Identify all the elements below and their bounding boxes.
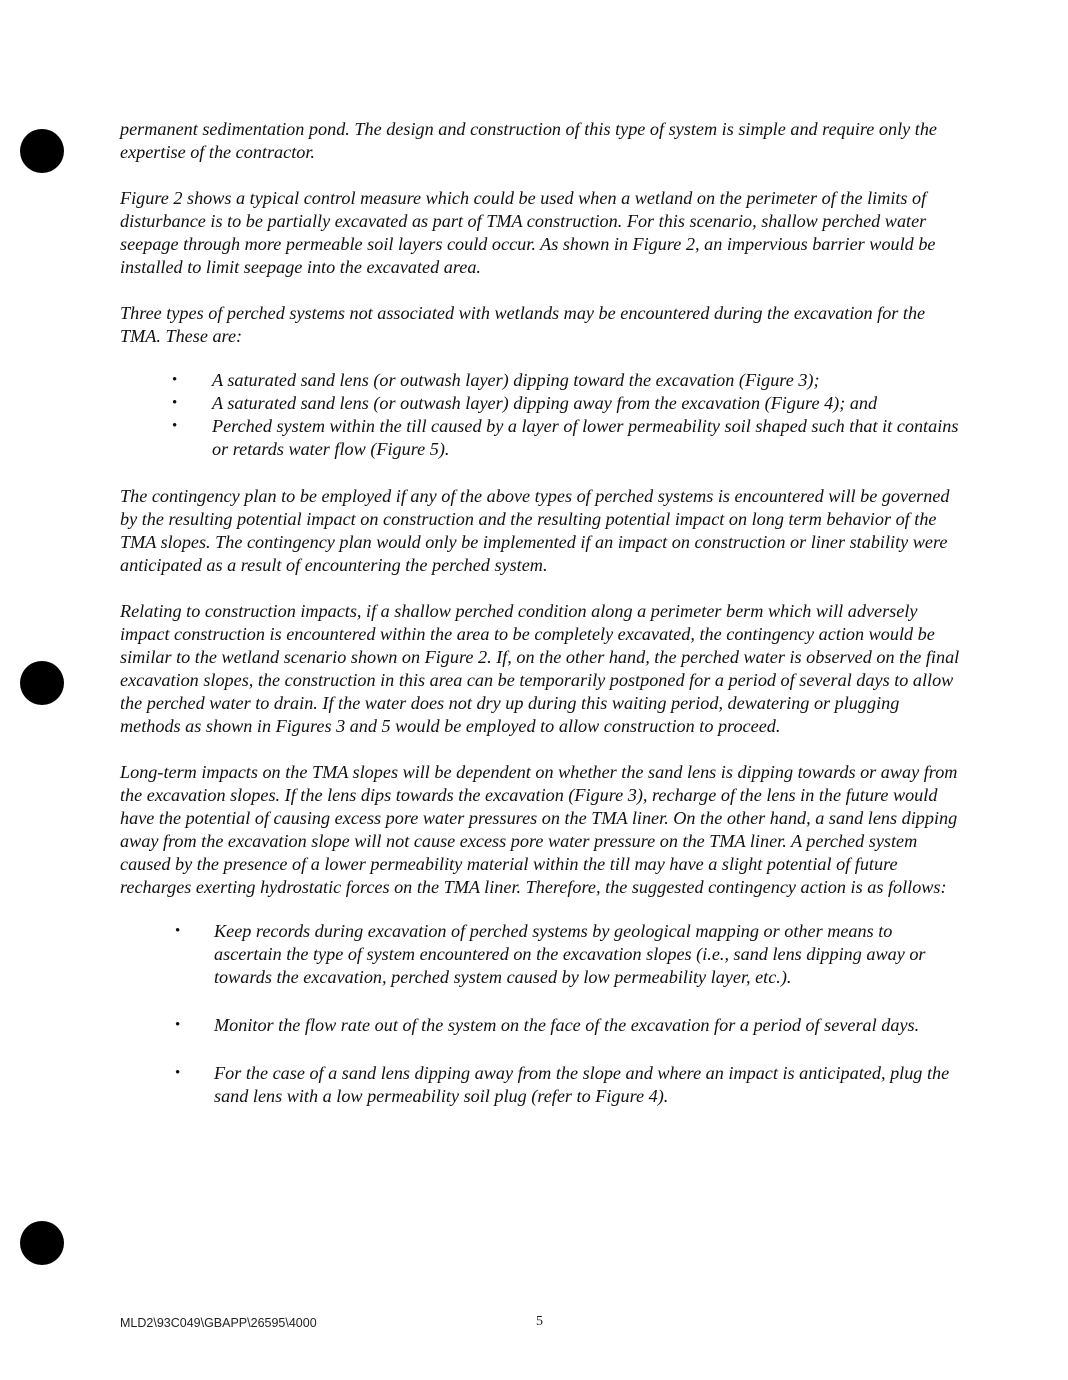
list-item xyxy=(120,392,960,415)
bullet-icon: • xyxy=(175,1017,181,1033)
bullet-icon: • xyxy=(175,1065,181,1081)
binder-hole-top xyxy=(20,129,64,173)
paragraph-contingency-plan: The contingency plan to be employed if any of the above types of perched systems is encountered will be governed by the resulting potential impact on construction and the resulting potential impact on long term behavior of the TMA slopes. The contingency plan would only be implemented if an impact on construction or liner stability were anticipated as a result of encountering the perched system. xyxy=(120,486,950,575)
paragraph-perched-systems-intro: Three types of perched systems not associated with wetlands may be encountered during the excavation for the TMA. These are: xyxy=(120,303,926,346)
bullet-icon: • xyxy=(172,418,178,434)
bullet-icon: • xyxy=(175,923,181,939)
list-item xyxy=(120,369,960,392)
paragraph-long-term-impacts: Long-term impacts on the TMA slopes will be dependent on whether the sand lens is dipping towards or away from the excavation slopes. If the lens dips towards the excavation (Figure 3), recharge of the lens in the future would have the potential of causing excess pore water pressures on the TMA liner. On the other hand, a sand lens dipping away from the excavation slope will not cause excess pore water pressure on the TMA liner. A perched system caused by the presence of a lower permeability material within the till may have a slight potential of future recharges exerting hydrostatic forces on the TMA liner. Therefore, the suggested contingency action is as follows: xyxy=(120,762,958,897)
list-item-text: Perched system within the till caused by a layer of lower permeability soil shaped such that it contains or retards water flow (Figure 5). xyxy=(212,416,959,459)
list-item-text: For the case of a sand lens dipping away from the slope and where an impact is anticipated, plug the sand lens with a low permeability soil plug (refer to Figure 4). xyxy=(214,1063,950,1106)
paragraph-construction-impacts: Relating to construction impacts, if a shallow perched condition along a perimeter berm which will adversely impact construction is encountered within the area to be completely excavated, the contingency action would be similar to the wetland scenario shown on Figure 2. If, on the other hand, the perched water is observed on the final excavation slopes, the construction in this area can be temporarily postponed for a period of several days to allow the perched water to drain. If the water does not dry up during this waiting period, dewatering or plugging methods as shown in Figures 3 and 5 would be employed to allow construction to proceed. xyxy=(120,601,960,736)
list-item-text: Keep records during excavation of perched systems by geological mapping or other means to ascertain the type of system encountered on the excavation slopes (i.e., sand lens dipping away or towards the excavation, perched system caused by low permeability layer, etc.). xyxy=(214,921,926,987)
footer-file-path: MLD2\93C049\GBAPP\26595\4000 xyxy=(120,1316,317,1330)
binder-hole-bottom xyxy=(20,1221,64,1265)
perched-systems-list xyxy=(120,369,960,461)
list-item-text: Monitor the flow rate out of the system on the face of the excavation for a period of several days. xyxy=(214,1015,920,1035)
list-item xyxy=(120,920,960,989)
contingency-actions-list xyxy=(120,920,960,1108)
list-item-text: A saturated sand lens (or outwash layer) dipping toward the excavation (Figure 3); xyxy=(212,370,820,390)
list-item xyxy=(120,1014,960,1037)
paragraph-sedimentation-pond: permanent sedimentation pond. The design and construction of this type of system is simple and require only the expertise of the contractor. xyxy=(120,119,937,162)
page-body xyxy=(120,118,960,1108)
page-number: 5 xyxy=(536,1314,543,1329)
list-item xyxy=(120,1062,960,1108)
bullet-icon: • xyxy=(172,395,178,411)
paragraph-figure-2: Figure 2 shows a typical control measure which could be used when a wetland on the perimeter of the limits of disturbance is to be partially excavated as part of TMA construction. For this scenario, shallow perched water seepage through more permeable soil layers could occur. As shown in Figure 2, an impervious barrier would be installed to limit seepage into the excavated area. xyxy=(120,188,936,277)
bullet-icon: • xyxy=(172,372,178,388)
list-item xyxy=(120,415,960,461)
list-item-text: A saturated sand lens (or outwash layer) dipping away from the excavation (Figure 4); and xyxy=(212,393,878,413)
binder-hole-middle xyxy=(20,661,64,705)
